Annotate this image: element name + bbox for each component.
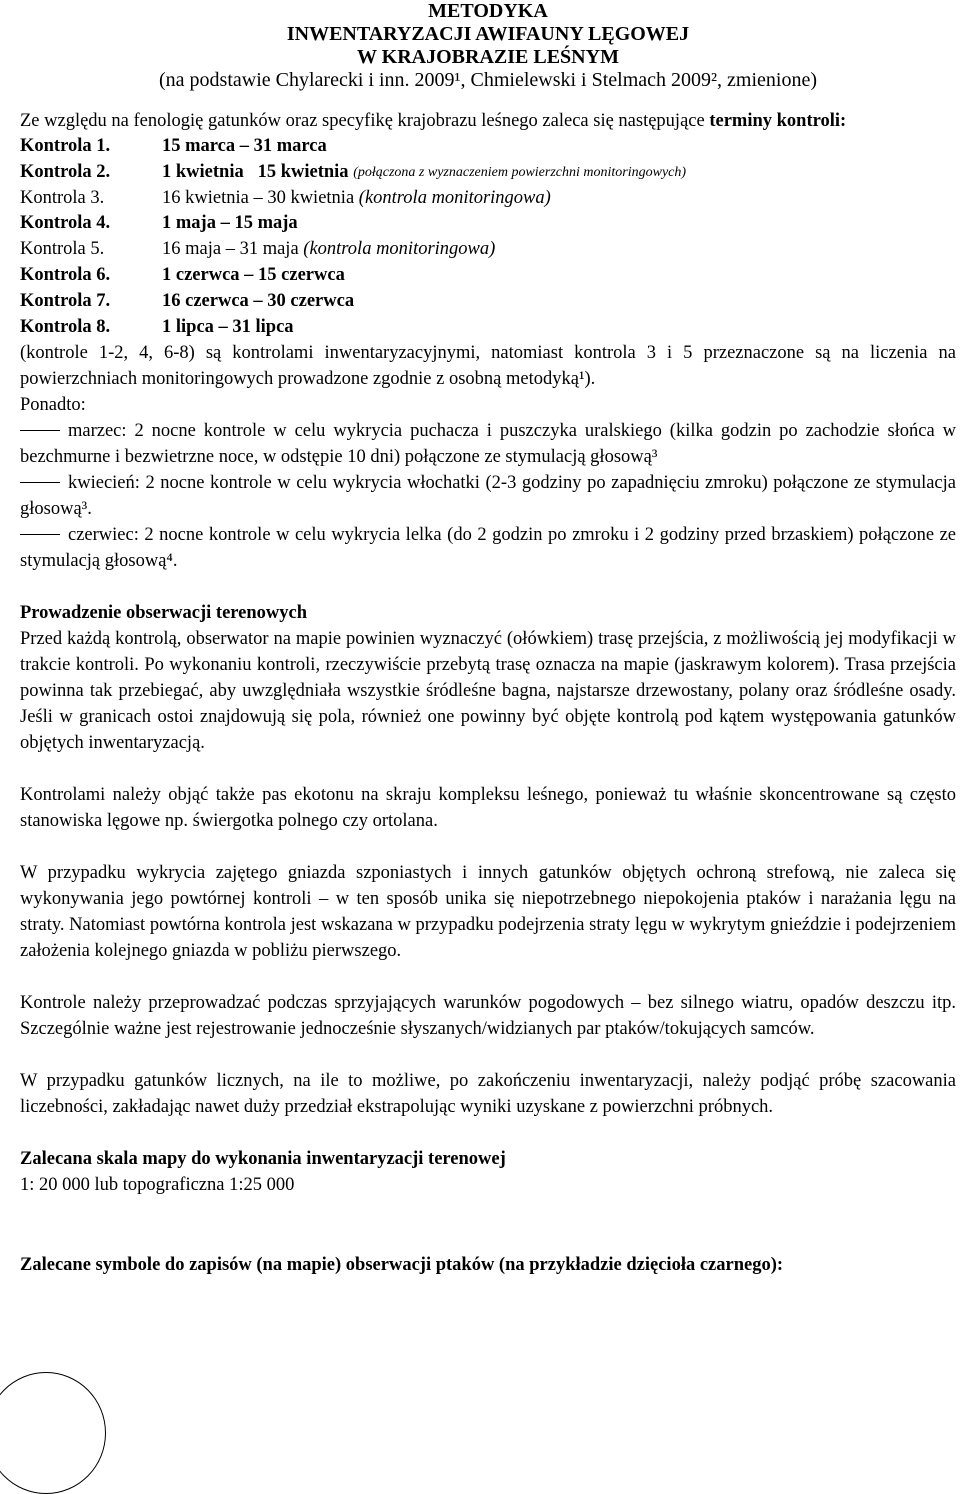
control-label: Kontrola 8. — [20, 316, 111, 337]
control-dates: 15 marca – 31 marca — [162, 136, 327, 156]
control-label: Kontrola 6. — [20, 264, 111, 285]
control-note: (kontrola monitoringowa) — [358, 187, 551, 208]
control-row — [20, 134, 956, 160]
title-line-1: METODYKA — [428, 0, 548, 22]
control-note: (kontrola monitoringowa) — [303, 239, 496, 260]
field-paragraph: W przypadku wykrycia zajętego gniazda szponiastych i innych gatunków objętych ochroną strefową, nie zaleca się wykonywania jego powtórnej kontroli – w ten sposób unika się niepotrzebnego niepokojenia ptaków i narażania lęgu na straty. Natomiast powtórna kontrola jest wskazana w przypadku podejrzenia straty lęgu w wykrytym gnieździe i podejrzeniem założenia kolejnego gniazda w pobliżu pierwszego. — [20, 863, 956, 962]
control-dates: 1 czerwca – 15 czerwca — [162, 264, 345, 285]
title-line-2: INWENTARYZACJI AWIFAUNY LĘGOWEJ — [286, 23, 690, 45]
intro-text: Ze względu na fenologię gatunków oraz specyfikę krajobrazu leśnego zaleca się następujące — [20, 111, 710, 131]
control-label: Kontrola 7. — [20, 290, 111, 311]
field-paragraph: Przed każdą kontrolą, obserwator na mapie powinien wyznaczyć (ołówkiem) trasę przejścia, z możliwością jej modyfikacji w trakcie kontroli. Po wykonaniu kontroli, rzeczywiście przebytą trasę oznacza na mapie (jaskrawym kolorem). Trasa przejścia powinna tak przebiegać, aby uwzględniała wszystkie śródleśne bagna, najstarsze drzewostany, polany oraz śródleśne osady. Jeśli w granicach ostoi znajdowują się pola, również one powinny być objęte kontrolą pod kątem występowania gatunków objętych inwentaryzacją. — [20, 629, 956, 754]
moreover-item — [20, 522, 956, 574]
control-row — [20, 160, 956, 186]
moreover-item — [20, 470, 956, 522]
control-label: Kontrola 1. — [20, 136, 111, 156]
moreover-label: Ponadto: — [20, 395, 86, 416]
intro-bold: terminy kontroli: — [709, 111, 847, 131]
control-dates: 1 maja – 15 maja — [162, 213, 298, 234]
field-heading: Prowadzenie obserwacji terenowych — [20, 603, 308, 624]
moreover-text: kwiecień: 2 nocne kontrole w celu wykrycia włochatki (2-3 godziny po zapadnięciu zmroku) połączone ze stymulacja głosową³. — [20, 473, 956, 520]
control-dates: 1 kwietnia 15 kwietnia — [162, 161, 349, 182]
symbols-heading: Zalecane symbole do zapisów (na mapie) obserwacji ptaków (na przykładzie dzięcioła czarnego): — [20, 1255, 784, 1276]
control-dates: 16 maja – 31 maja — [162, 239, 299, 260]
controls-list — [20, 134, 956, 340]
control-row — [20, 263, 956, 289]
control-note: (połączona z wyznaczeniem powierzchni monitoringowych) — [353, 164, 687, 180]
control-row — [20, 315, 956, 341]
dash-marker — [20, 482, 60, 483]
moreover-text: czerwiec: 2 nocne kontrole w celu wykrycia lelka (do 2 godzin po zmroku i 2 godziny przed brzaskiem) połączone ze stymulacją głosową⁴. — [20, 525, 956, 572]
title-line-3: W KRAJOBRAZIE LEŚNYM — [357, 46, 619, 68]
moreover-item — [20, 418, 956, 470]
control-row — [20, 289, 956, 315]
field-paragraph: W przypadku gatunków licznych, na ile to możliwe, po zakończeniu inwentaryzacji, należy podjąć próbę szacowania liczebności, zakładając nawet duży przedział ekstrapolując wyniki uzyskane z powierzchni próbnych. — [20, 1071, 956, 1118]
control-label: Kontrola 2. — [20, 161, 111, 182]
dash-marker — [20, 430, 60, 431]
scale-heading: Zalecana skala mapy do wykonania inwentaryzacji terenowej — [20, 1149, 506, 1170]
document-page — [20, 0, 956, 1278]
controls-note: (kontrole 1-2, 4, 6-8) są kontrolami inwentaryzacyjnymi, natomiast kontrola 3 i 5 przeznaczone są na liczenia na powierzchniach monitoringowych prowadzone zgodnie z osobną metodyką¹). — [20, 343, 956, 390]
control-dates: 16 czerwca – 30 czerwca — [162, 290, 355, 311]
title-source-line: (na podstawie Chylarecki i inn. 2009¹, Chmielewski i Stelmach 2009², zmienione) — [159, 69, 817, 91]
control-row — [20, 211, 956, 237]
map-symbol-circle — [0, 1372, 106, 1494]
moreover-text: marzec: 2 nocne kontrole w celu wykrycia puchacza i puszczyka uralskiego (kilka godzin po zachodzie słońca w bezchmurne i bezwietrzne noce, w odstępie 10 dni) połączone ze stymulacją głosową³ — [20, 421, 956, 468]
control-label: Kontrola 5. — [20, 239, 105, 260]
control-row — [20, 237, 956, 263]
dash-marker — [20, 534, 60, 535]
document-title — [20, 0, 956, 92]
field-paragraph: Kontrole należy przeprowadzać podczas sprzyjających warunków pogodowych – bez silnego wiatru, opadów deszczu itp. Szczególnie ważne jest rejestrowanie jednocześnie słyszanych/widzianych par ptaków/tokujących samców. — [20, 993, 956, 1040]
control-label: Kontrola 4. — [20, 213, 111, 234]
control-row — [20, 186, 956, 212]
field-paragraph: Kontrolami należy objąć także pas ekotonu na skraju kompleksu leśnego, ponieważ tu właśnie skoncentrowane są często stanowiska lęgowe np. świergotka polnego czy ortolana. — [20, 785, 956, 832]
scale-value: 1: 20 000 lub topograficzna 1:25 000 — [20, 1175, 295, 1196]
control-label: Kontrola 3. — [20, 187, 105, 208]
control-dates: 16 kwietnia – 30 kwietnia — [162, 187, 355, 208]
intro-paragraph — [20, 108, 956, 134]
control-dates: 1 lipca – 31 lipca — [162, 316, 294, 337]
